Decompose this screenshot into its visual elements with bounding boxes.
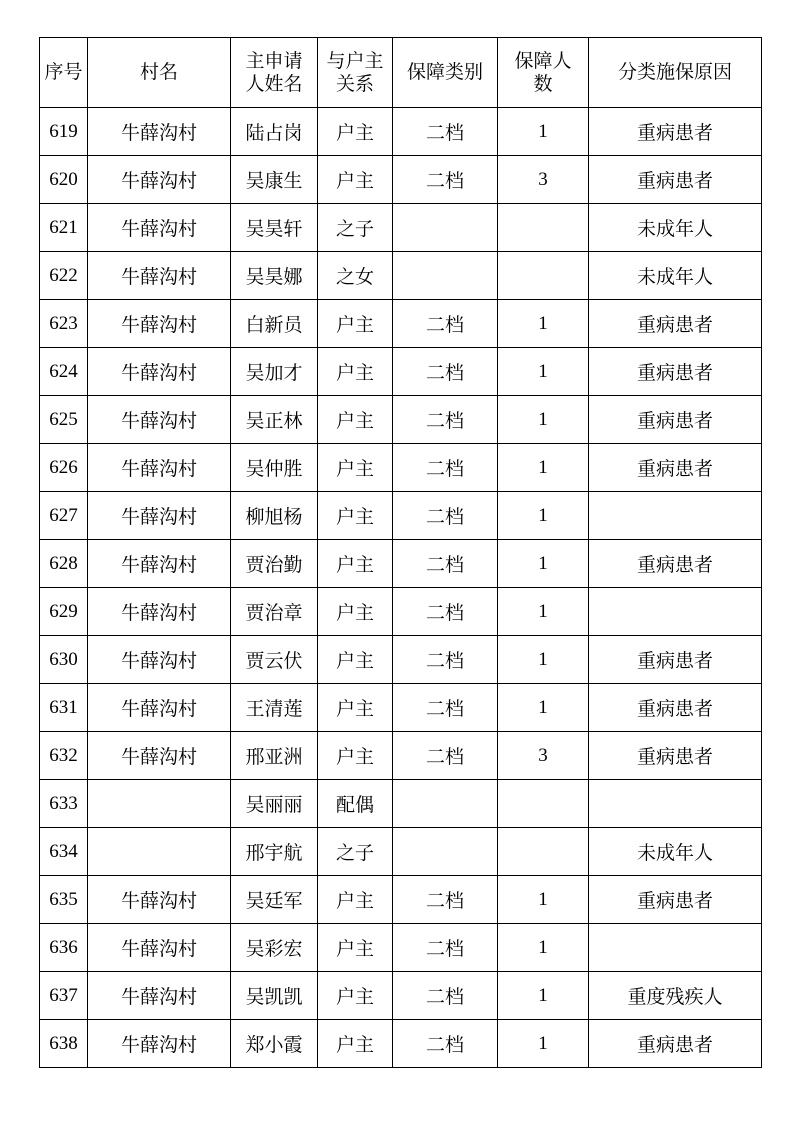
cell-reason: 重病患者 bbox=[589, 300, 762, 348]
cell-relation: 户主 bbox=[318, 732, 393, 780]
cell-count bbox=[498, 204, 589, 252]
table-row bbox=[40, 348, 762, 396]
cell-count: 1 bbox=[498, 396, 589, 444]
cell-seq: 619 bbox=[40, 108, 88, 156]
cell-seq: 627 bbox=[40, 492, 88, 540]
table-row bbox=[40, 444, 762, 492]
cell-count: 1 bbox=[498, 588, 589, 636]
cell-seq: 636 bbox=[40, 924, 88, 972]
cell-seq: 620 bbox=[40, 156, 88, 204]
cell-seq: 626 bbox=[40, 444, 88, 492]
table-row bbox=[40, 300, 762, 348]
cell-reason: 重病患者 bbox=[589, 348, 762, 396]
cell-applicant-name: 王清莲 bbox=[231, 684, 318, 732]
cell-reason bbox=[589, 780, 762, 828]
cell-applicant-name: 吴彩宏 bbox=[231, 924, 318, 972]
cell-village: 牛薛沟村 bbox=[88, 492, 231, 540]
cell-category: 二档 bbox=[393, 1020, 498, 1068]
cell-category: 二档 bbox=[393, 108, 498, 156]
cell-reason: 重病患者 bbox=[589, 108, 762, 156]
table-row bbox=[40, 636, 762, 684]
cell-reason bbox=[589, 588, 762, 636]
cell-category: 二档 bbox=[393, 540, 498, 588]
cell-category: 二档 bbox=[393, 924, 498, 972]
cell-count: 1 bbox=[498, 684, 589, 732]
table-row bbox=[40, 252, 762, 300]
cell-village: 牛薛沟村 bbox=[88, 540, 231, 588]
cell-count: 1 bbox=[498, 444, 589, 492]
cell-reason: 重病患者 bbox=[589, 444, 762, 492]
cell-village: 牛薛沟村 bbox=[88, 396, 231, 444]
cell-village: 牛薛沟村 bbox=[88, 300, 231, 348]
assistance-roster-table bbox=[39, 37, 762, 1068]
cell-village: 牛薛沟村 bbox=[88, 156, 231, 204]
cell-category: 二档 bbox=[393, 444, 498, 492]
cell-reason: 重病患者 bbox=[589, 636, 762, 684]
table-row bbox=[40, 684, 762, 732]
cell-relation: 户主 bbox=[318, 540, 393, 588]
cell-seq: 631 bbox=[40, 684, 88, 732]
cell-count: 1 bbox=[498, 492, 589, 540]
header-applicant-line-2: 人姓名 bbox=[245, 72, 303, 95]
cell-category bbox=[393, 828, 498, 876]
header-village: 村名 bbox=[88, 38, 231, 108]
cell-seq: 629 bbox=[40, 588, 88, 636]
cell-reason: 重病患者 bbox=[589, 684, 762, 732]
cell-category: 二档 bbox=[393, 396, 498, 444]
cell-category: 二档 bbox=[393, 636, 498, 684]
cell-applicant-name: 邢宇航 bbox=[231, 828, 318, 876]
cell-village: 牛薛沟村 bbox=[88, 204, 231, 252]
cell-applicant-name: 柳旭杨 bbox=[231, 492, 318, 540]
header-category: 保障类别 bbox=[393, 38, 498, 108]
header-applicant-line-1: 主申请 bbox=[245, 49, 303, 72]
cell-relation: 之女 bbox=[318, 252, 393, 300]
cell-category: 二档 bbox=[393, 588, 498, 636]
table-row bbox=[40, 876, 762, 924]
cell-applicant-name: 贾治章 bbox=[231, 588, 318, 636]
table-row bbox=[40, 156, 762, 204]
cell-reason: 重病患者 bbox=[589, 156, 762, 204]
header-seq: 序号 bbox=[40, 38, 88, 108]
table-row bbox=[40, 540, 762, 588]
cell-relation: 户主 bbox=[318, 492, 393, 540]
cell-category bbox=[393, 780, 498, 828]
cell-count bbox=[498, 780, 589, 828]
cell-category: 二档 bbox=[393, 348, 498, 396]
cell-village: 牛薛沟村 bbox=[88, 972, 231, 1020]
cell-count: 1 bbox=[498, 876, 589, 924]
cell-relation: 户主 bbox=[318, 396, 393, 444]
cell-reason: 重病患者 bbox=[589, 1020, 762, 1068]
table-row bbox=[40, 972, 762, 1020]
cell-village bbox=[88, 828, 231, 876]
cell-relation: 户主 bbox=[318, 924, 393, 972]
cell-applicant-name: 吴昊娜 bbox=[231, 252, 318, 300]
header-reason: 分类施保原因 bbox=[589, 38, 762, 108]
cell-category: 二档 bbox=[393, 300, 498, 348]
cell-relation: 户主 bbox=[318, 300, 393, 348]
cell-relation: 户主 bbox=[318, 588, 393, 636]
cell-category bbox=[393, 204, 498, 252]
cell-seq: 623 bbox=[40, 300, 88, 348]
cell-category: 二档 bbox=[393, 684, 498, 732]
cell-category: 二档 bbox=[393, 876, 498, 924]
cell-count: 1 bbox=[498, 348, 589, 396]
table-row bbox=[40, 1020, 762, 1068]
cell-village: 牛薛沟村 bbox=[88, 684, 231, 732]
cell-applicant-name: 吴凯凯 bbox=[231, 972, 318, 1020]
cell-village: 牛薛沟村 bbox=[88, 588, 231, 636]
cell-reason: 未成年人 bbox=[589, 252, 762, 300]
cell-applicant-name: 郑小霞 bbox=[231, 1020, 318, 1068]
cell-seq: 628 bbox=[40, 540, 88, 588]
cell-relation: 户主 bbox=[318, 444, 393, 492]
cell-seq: 630 bbox=[40, 636, 88, 684]
cell-seq: 632 bbox=[40, 732, 88, 780]
cell-count: 3 bbox=[498, 732, 589, 780]
cell-village: 牛薛沟村 bbox=[88, 732, 231, 780]
cell-applicant-name: 吴廷军 bbox=[231, 876, 318, 924]
cell-reason: 重病患者 bbox=[589, 396, 762, 444]
cell-category: 二档 bbox=[393, 156, 498, 204]
cell-seq: 635 bbox=[40, 876, 88, 924]
table-row bbox=[40, 828, 762, 876]
cell-applicant-name: 吴康生 bbox=[231, 156, 318, 204]
cell-reason: 未成年人 bbox=[589, 204, 762, 252]
table-row bbox=[40, 492, 762, 540]
table-row bbox=[40, 108, 762, 156]
header-applicant bbox=[231, 38, 318, 108]
cell-seq: 638 bbox=[40, 1020, 88, 1068]
table-row bbox=[40, 396, 762, 444]
cell-seq: 634 bbox=[40, 828, 88, 876]
cell-count: 3 bbox=[498, 156, 589, 204]
cell-applicant-name: 吴丽丽 bbox=[231, 780, 318, 828]
cell-category: 二档 bbox=[393, 492, 498, 540]
cell-reason: 重病患者 bbox=[589, 876, 762, 924]
table-row bbox=[40, 780, 762, 828]
cell-category bbox=[393, 252, 498, 300]
cell-reason: 重病患者 bbox=[589, 540, 762, 588]
cell-village: 牛薛沟村 bbox=[88, 1020, 231, 1068]
header-count-line-2: 数 bbox=[533, 72, 553, 95]
cell-relation: 之子 bbox=[318, 204, 393, 252]
cell-count: 1 bbox=[498, 1020, 589, 1068]
cell-village: 牛薛沟村 bbox=[88, 252, 231, 300]
cell-seq: 633 bbox=[40, 780, 88, 828]
cell-seq: 624 bbox=[40, 348, 88, 396]
cell-applicant-name: 白新员 bbox=[231, 300, 318, 348]
cell-relation: 户主 bbox=[318, 156, 393, 204]
cell-relation: 户主 bbox=[318, 1020, 393, 1068]
table-body bbox=[40, 108, 762, 1068]
cell-count: 1 bbox=[498, 300, 589, 348]
cell-reason bbox=[589, 492, 762, 540]
cell-relation: 户主 bbox=[318, 348, 393, 396]
cell-seq: 622 bbox=[40, 252, 88, 300]
cell-village: 牛薛沟村 bbox=[88, 876, 231, 924]
cell-village: 牛薛沟村 bbox=[88, 636, 231, 684]
cell-count bbox=[498, 252, 589, 300]
header-count bbox=[498, 38, 589, 108]
cell-count: 1 bbox=[498, 972, 589, 1020]
cell-category: 二档 bbox=[393, 732, 498, 780]
header-row bbox=[40, 38, 762, 108]
cell-reason bbox=[589, 924, 762, 972]
cell-relation: 户主 bbox=[318, 972, 393, 1020]
cell-count: 1 bbox=[498, 108, 589, 156]
cell-category: 二档 bbox=[393, 972, 498, 1020]
header-relation bbox=[318, 38, 393, 108]
cell-seq: 637 bbox=[40, 972, 88, 1020]
cell-relation: 户主 bbox=[318, 108, 393, 156]
cell-village: 牛薛沟村 bbox=[88, 444, 231, 492]
table-row bbox=[40, 588, 762, 636]
cell-applicant-name: 吴加才 bbox=[231, 348, 318, 396]
cell-applicant-name: 吴仲胜 bbox=[231, 444, 318, 492]
cell-applicant-name: 贾云伏 bbox=[231, 636, 318, 684]
cell-reason: 重度残疾人 bbox=[589, 972, 762, 1020]
table-row bbox=[40, 204, 762, 252]
header-count-line-1: 保障人 bbox=[514, 49, 572, 72]
cell-applicant-name: 吴正林 bbox=[231, 396, 318, 444]
header-relation-line-1: 与户主 bbox=[326, 49, 384, 72]
cell-relation: 之子 bbox=[318, 828, 393, 876]
cell-relation: 户主 bbox=[318, 684, 393, 732]
table-row bbox=[40, 732, 762, 780]
cell-relation: 配偶 bbox=[318, 780, 393, 828]
cell-applicant-name: 邢亚洲 bbox=[231, 732, 318, 780]
cell-reason: 重病患者 bbox=[589, 732, 762, 780]
cell-relation: 户主 bbox=[318, 636, 393, 684]
cell-applicant-name: 贾治勤 bbox=[231, 540, 318, 588]
cell-seq: 625 bbox=[40, 396, 88, 444]
table-header bbox=[40, 38, 762, 108]
cell-village: 牛薛沟村 bbox=[88, 924, 231, 972]
cell-applicant-name: 吴昊轩 bbox=[231, 204, 318, 252]
header-relation-line-2: 关系 bbox=[335, 72, 374, 95]
cell-village: 牛薛沟村 bbox=[88, 348, 231, 396]
cell-count: 1 bbox=[498, 924, 589, 972]
cell-count bbox=[498, 828, 589, 876]
cell-count: 1 bbox=[498, 540, 589, 588]
cell-relation: 户主 bbox=[318, 876, 393, 924]
cell-village bbox=[88, 780, 231, 828]
cell-applicant-name: 陆占岗 bbox=[231, 108, 318, 156]
table-row bbox=[40, 924, 762, 972]
cell-village: 牛薛沟村 bbox=[88, 108, 231, 156]
cell-reason: 未成年人 bbox=[589, 828, 762, 876]
cell-seq: 621 bbox=[40, 204, 88, 252]
cell-count: 1 bbox=[498, 636, 589, 684]
